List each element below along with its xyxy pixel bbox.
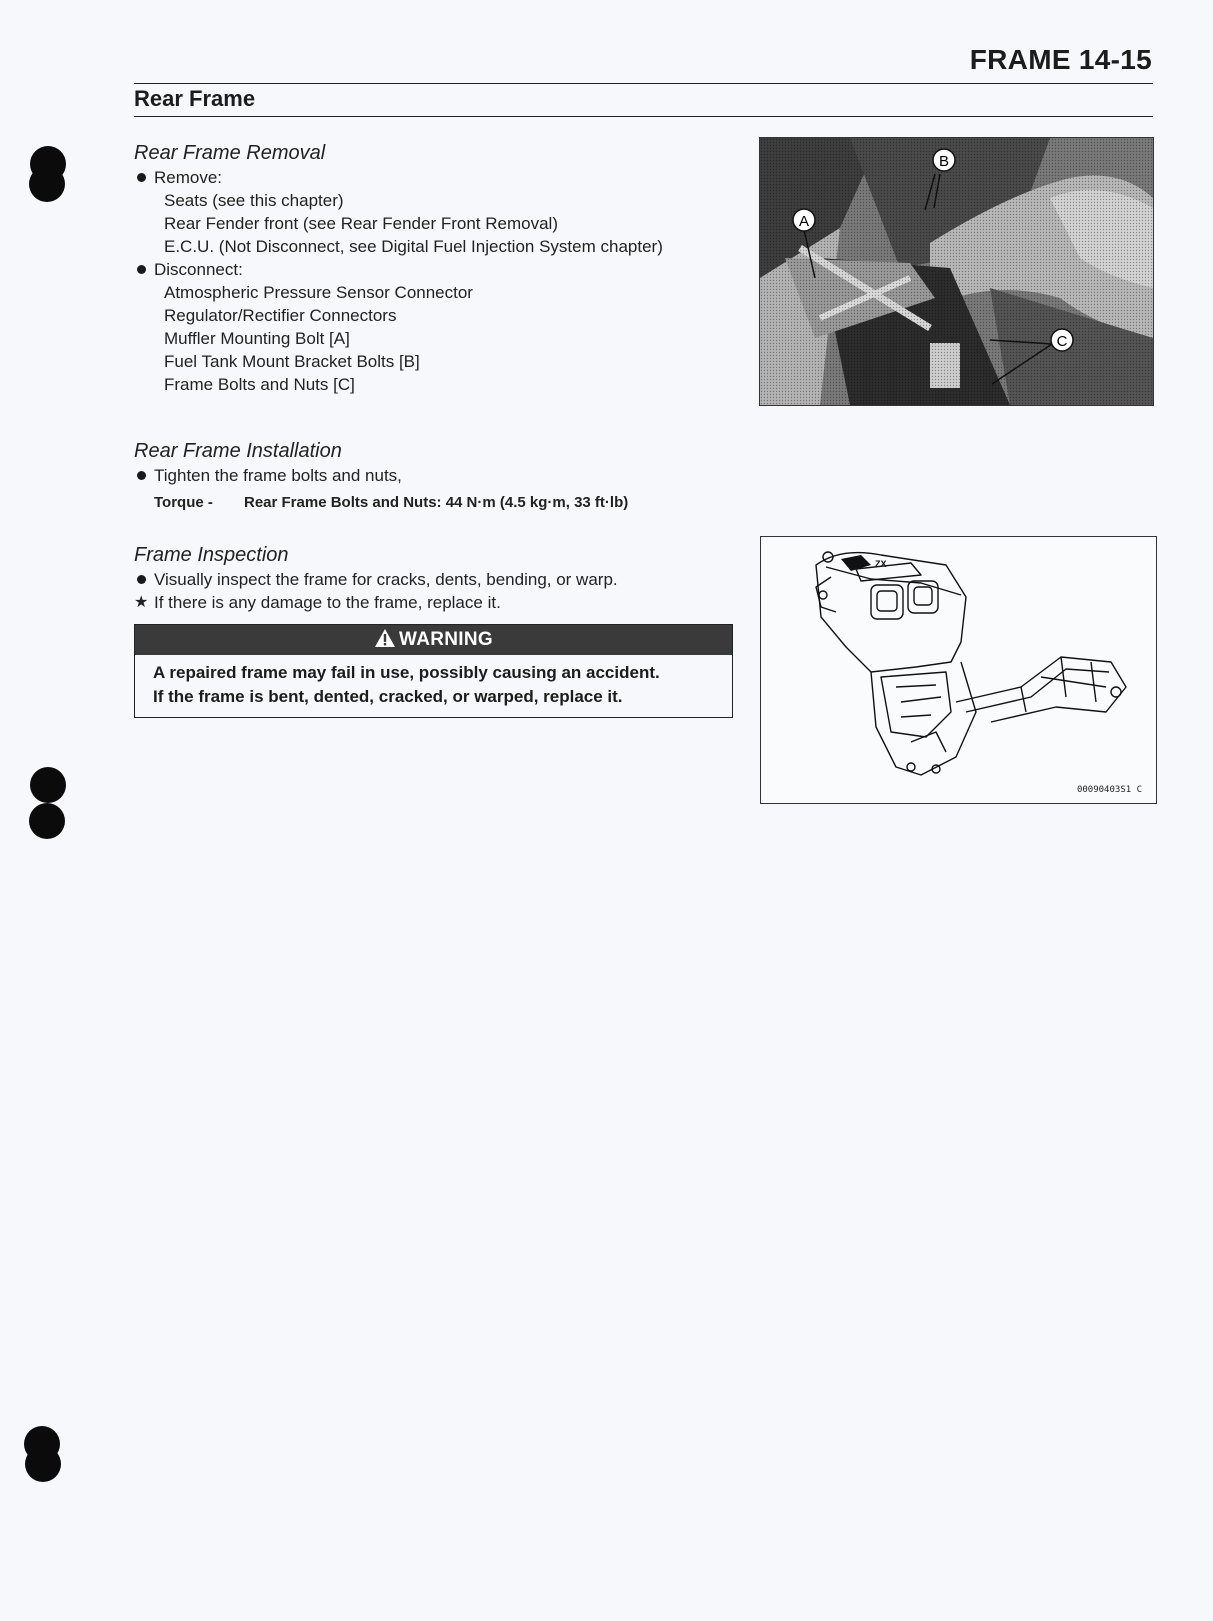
- remove-item: E.C.U. (Not Disconnect, see Digital Fuel Injection System chapter): [164, 237, 663, 256]
- installation-heading: Rear Frame Installation: [134, 440, 342, 462]
- warning-body: [135, 655, 732, 717]
- binder-hole-top-lower: [29, 166, 65, 202]
- inspection-block: [134, 542, 734, 614]
- warning-triangle-icon: [374, 628, 396, 648]
- warning-title: WARNING: [399, 629, 493, 650]
- binder-hole-middle-lower: [29, 803, 65, 839]
- disconnect-item: Fuel Tank Mount Bracket Bolts [B]: [164, 352, 420, 371]
- inspection-step: Visually inspect the frame for cracks, dents, bending, or warp.: [134, 568, 734, 591]
- callout-b: B: [938, 153, 950, 170]
- removal-block: [134, 140, 734, 396]
- warning-header: [135, 625, 732, 655]
- rear-frame-photo: [759, 137, 1154, 406]
- disconnect-item: Frame Bolts and Nuts [C]: [164, 375, 355, 394]
- figure-id: 00090403S1 C: [1076, 785, 1142, 795]
- binder-hole-bottom-lower: [25, 1446, 61, 1482]
- inspection-heading: Frame Inspection: [134, 544, 289, 566]
- warning-line: If the frame is bent, dented, cracked, or warped, replace it.: [153, 687, 623, 706]
- remove-item: Rear Fender front (see Rear Fender Front Removal): [164, 214, 558, 233]
- disconnect-item: Muffler Mounting Bolt [A]: [164, 329, 350, 348]
- remove-item: Seats (see this chapter): [164, 191, 344, 210]
- disconnect-step: Disconnect:: [134, 258, 734, 281]
- frame-line-drawing: [761, 537, 1156, 803]
- disconnect-item: Atmospheric Pressure Sensor Connector: [164, 283, 473, 302]
- page-header-title: FRAME 14-15: [969, 44, 1152, 75]
- installation-step: Tighten the frame bolts and nuts,: [134, 464, 734, 487]
- torque-label: Torque -: [154, 494, 213, 511]
- binder-hole-middle: [30, 767, 66, 803]
- warning-box: [134, 624, 733, 718]
- disconnect-item: Regulator/Rectifier Connectors: [164, 306, 397, 325]
- header-rule: [134, 83, 1153, 84]
- condition-text: If there is any damage to the frame, replace it.: [154, 593, 501, 612]
- section-rule: [134, 116, 1153, 117]
- remove-step: Remove:: [134, 166, 734, 189]
- removal-heading: Rear Frame Removal: [134, 142, 326, 164]
- section-title: Rear Frame: [134, 86, 256, 111]
- svg-text:ZX: ZX: [875, 559, 887, 569]
- frame-drawing: [760, 536, 1157, 804]
- torque-value: Rear Frame Bolts and Nuts: 44 N·m (4.5 kg·m, 33 ft·lb): [244, 494, 629, 511]
- installation-block: [134, 438, 734, 514]
- inspection-condition: [134, 591, 734, 614]
- callout-a: A: [798, 213, 810, 230]
- torque-spec: [134, 492, 734, 514]
- motorcycle-photo-illustration: [760, 138, 1153, 405]
- star-icon: ★: [134, 594, 149, 611]
- warning-line: A repaired frame may fail in use, possibly causing an accident.: [153, 663, 660, 682]
- callout-c: C: [1056, 333, 1068, 350]
